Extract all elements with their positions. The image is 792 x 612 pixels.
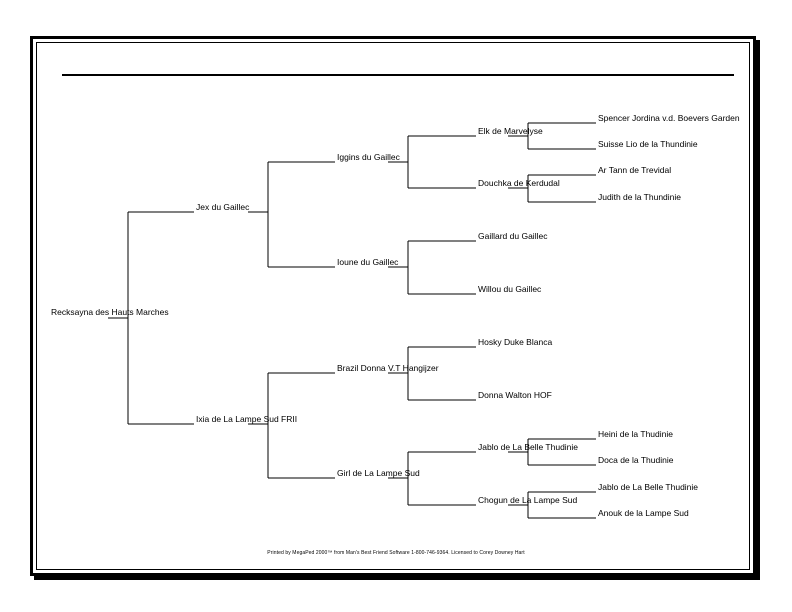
pedigree-node: Douchka de Kerdudal (478, 178, 560, 188)
pedigree-node: Gaillard du Gaillec (478, 231, 548, 241)
pedigree-node: Donna Walton HOF (478, 390, 552, 400)
pedigree-node: Girl de La Lampe Sud (337, 468, 420, 478)
pedigree-node: Hosky Duke Blanca (478, 337, 553, 347)
pedigree-node: Anouk de la Lampe Sud (598, 508, 689, 518)
pedigree-node: Suisse Lio de la Thundinie (598, 139, 698, 149)
pedigree-node: Ioune du Gaillec (337, 257, 399, 267)
pedigree-node: Willou du Gaillec (478, 284, 542, 294)
print-footer: Printed by MegaPed 2000™ from Man's Best Friend Software 1-800-746-9364. Licensed to Corey Downey Hart (267, 550, 525, 556)
pedigree-node: Heini de la Thudinie (598, 429, 673, 439)
pedigree-node: Chogun de La Lampe Sud (478, 495, 578, 505)
pedigree-node: Jablo de La Belle Thudinie (598, 482, 699, 492)
pedigree-node: Recksayna des Hauts Marches (51, 307, 169, 317)
pedigree-node: Iggins du Gaillec (337, 152, 400, 162)
pedigree-node: Judith de la Thundinie (598, 192, 682, 202)
pedigree-node: Spencer Jordina v.d. Boevers Garden (598, 113, 740, 123)
pedigree-node: Elk de Marvelyse (478, 126, 543, 136)
pedigree-node: Doca de la Thudinie (598, 455, 674, 465)
pedigree-node: Jablo de La Belle Thudinie (478, 442, 579, 452)
pedigree-node: Ar Tann de Trevidal (598, 165, 672, 175)
pedigree-node: Ixia de La Lampe Sud FRII (196, 414, 298, 424)
pedigree-node: Brazil Donna V.T Hangijzer (337, 363, 439, 373)
pedigree-node: Jex du Gaillec (196, 202, 250, 212)
